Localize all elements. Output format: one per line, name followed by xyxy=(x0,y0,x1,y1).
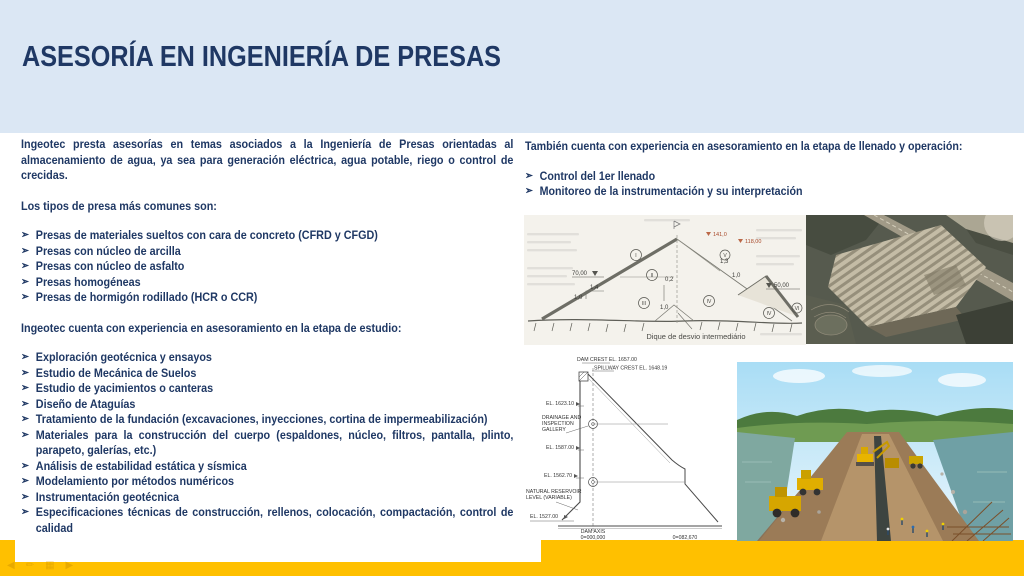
figure-caption: Dique de desvio intermediário xyxy=(646,332,746,341)
bullet-arrow-icon: ➢ xyxy=(21,428,30,441)
slideshow-controls xyxy=(7,560,73,572)
list-item xyxy=(525,184,1020,200)
aerial-photo-graphic xyxy=(806,215,1013,344)
list-item-label: Control del 1er llenado xyxy=(539,168,656,183)
dam-cross-section-drawing xyxy=(524,215,806,345)
zone-label: III xyxy=(641,301,647,307)
types-heading: Los tipos de presa más comunes son: xyxy=(21,198,217,213)
zone-label: V xyxy=(723,253,727,259)
page-title: ASESORÍA EN INGENIERÍA DE PRESAS xyxy=(22,41,501,74)
bullet-arrow-icon: ➢ xyxy=(21,229,30,241)
previous-slide-icon[interactable]: ◀ xyxy=(7,560,15,571)
bullet-arrow-icon: ➢ xyxy=(21,397,30,410)
list-item-label: Modelamiento por métodos numéricos xyxy=(35,474,235,488)
elevation-label: 50,00 xyxy=(774,283,790,289)
terrain-shapes xyxy=(806,215,1013,344)
list-item xyxy=(21,290,513,306)
bullet-arrow-icon: ➢ xyxy=(21,260,30,272)
list-item xyxy=(525,169,1020,185)
list-item-label: Estudio de yacimientos o canteras xyxy=(35,381,214,395)
list-item-label: Materiales para la construcción del cuerpo (espaldones, núcleo, filtros, pantalla, plinto, parapeto, galerías, etc.) xyxy=(35,427,514,457)
list-item xyxy=(21,244,513,260)
right-column xyxy=(525,139,1020,200)
list-item xyxy=(21,381,513,397)
zone-label: VI xyxy=(794,306,800,312)
elevation-label-red: 118,00 xyxy=(745,239,762,245)
zone-label: II xyxy=(650,273,654,279)
operation-heading: También cuenta con experiencia en asesoramiento en la etapa de llenado y operación: xyxy=(525,139,963,153)
bullet-arrow-icon: ➢ xyxy=(21,475,30,487)
list-item-label: Instrumentación geotécnica xyxy=(35,489,179,504)
figure-construction-photo xyxy=(737,362,1013,541)
dam-axis-label: DAM AXIS xyxy=(580,529,606,535)
slope-label: 1,0 xyxy=(660,305,669,311)
list-item xyxy=(21,350,513,366)
operation-list xyxy=(525,169,1020,200)
bullet-arrow-icon: ➢ xyxy=(21,459,30,472)
list-item-label: Exploración geotécnica y ensayos xyxy=(35,350,212,364)
station-label: 0=000,000 xyxy=(580,535,606,540)
list-item-label: Presas de materiales sueltos con cara de concreto (CFRD y CFGD) xyxy=(35,228,378,242)
bullet-arrow-icon: ➢ xyxy=(525,185,533,197)
list-item xyxy=(21,505,513,536)
bullet-arrow-icon: ➢ xyxy=(21,366,30,379)
list-item xyxy=(21,428,513,459)
list-item-label: Presas de hormigón rodillado (HCR o CCR) xyxy=(35,290,258,304)
figure-dam-cross-section xyxy=(524,215,806,345)
study-services-list xyxy=(21,350,513,536)
study-heading: Ingeotec cuenta con experiencia en asesoramiento en la etapa de estudio: xyxy=(21,320,402,335)
list-item xyxy=(21,228,513,244)
bullet-arrow-icon: ➢ xyxy=(21,382,30,394)
station-label: 0=082,670 xyxy=(672,535,698,540)
list-item-label: Diseño de Ataguías xyxy=(35,396,136,411)
list-item xyxy=(21,366,513,382)
footer-band-notch xyxy=(15,540,541,562)
intro-paragraph: Ingeotec presta asesorías en temas asociados a la Ingeniería de Presas orientadas al almacenamiento de agua, ya sea para generación eléctrica, agua potable, riego o control de crecidas. xyxy=(21,137,514,182)
elevation-label: EL. 1623.10 xyxy=(546,401,574,407)
list-item-label: Tratamiento de la fundación (excavaciones, inyecciones, cortina de impermeabilización) xyxy=(35,412,488,426)
dam-crest-drawing-graphic xyxy=(522,352,734,540)
slope-label: 1,0 xyxy=(732,273,741,279)
figure-aerial-photo xyxy=(806,215,1013,344)
bullet-arrow-icon: ➢ xyxy=(21,351,30,363)
list-item xyxy=(21,474,513,490)
pen-tool-icon[interactable]: ✏ xyxy=(25,560,35,571)
list-item xyxy=(21,459,513,475)
bullet-arrow-icon: ➢ xyxy=(21,413,30,425)
slope-label: 1,4 xyxy=(590,285,599,291)
figure-dam-crest-drawing xyxy=(522,352,734,540)
list-item xyxy=(21,490,513,506)
elevation-label: EL. 1527.00 xyxy=(530,514,558,520)
elevation-label: EL. 1587.00 xyxy=(546,445,574,451)
list-item xyxy=(21,259,513,275)
bullet-arrow-icon: ➢ xyxy=(21,291,30,303)
bullet-arrow-icon: ➢ xyxy=(21,490,30,503)
dam-types-list xyxy=(21,228,513,306)
list-item-label: Presas con núcleo de arcilla xyxy=(35,243,181,258)
list-item xyxy=(21,397,513,413)
list-item-label: Estudio de Mecánica de Suelos xyxy=(35,365,197,380)
construction-photo-graphic xyxy=(737,362,1013,541)
spillway-label: SPILLWAY CREST EL. 1648.19 xyxy=(594,365,668,372)
list-item-label: Presas homogéneas xyxy=(35,274,141,289)
zone-label: IV xyxy=(706,299,712,305)
slope-label: 1,0 xyxy=(574,295,583,301)
slide-grid-icon[interactable]: ▦ xyxy=(45,560,55,571)
reservoir-label: NATURAL RESERVOIR xyxy=(526,489,582,495)
bullet-arrow-icon: ➢ xyxy=(21,244,30,257)
list-item xyxy=(21,412,513,428)
reservoir-label: LEVEL (VARIABLE) xyxy=(526,495,572,501)
gallery-label: INSPECTION xyxy=(542,421,574,427)
zone-label: IV xyxy=(766,311,772,317)
list-item-label: Monitoreo de la instrumentación y su interpretación xyxy=(539,184,803,198)
elevation-label: 70,00 xyxy=(572,271,588,277)
list-item-label: Presas con núcleo de asfalto xyxy=(35,259,185,273)
elevation-label-red: 141,0 xyxy=(713,232,727,238)
zone-label: I xyxy=(635,253,637,259)
bullet-arrow-icon: ➢ xyxy=(21,506,30,518)
list-item-label: Especificaciones técnicas de construcción, rellenos, colocación, compactación, control de calidad xyxy=(35,505,514,535)
bullet-arrow-icon: ➢ xyxy=(21,275,30,288)
left-column xyxy=(21,137,513,536)
slope-label: 0,2 xyxy=(665,277,674,283)
gallery-label: DRAINAGE AND xyxy=(542,415,582,421)
gallery-label: GALLERY xyxy=(542,427,566,433)
bullet-arrow-icon: ➢ xyxy=(525,169,533,182)
next-slide-icon[interactable]: ▶ xyxy=(65,560,74,571)
slope-label: 1,3 xyxy=(720,259,729,265)
list-item xyxy=(21,275,513,291)
elevation-label: EL. 1562.70 xyxy=(544,473,572,479)
crest-label: DAM CREST EL. 1657.00 xyxy=(577,357,637,363)
list-item-label: Análisis de estabilidad estática y sísmica xyxy=(35,458,247,473)
